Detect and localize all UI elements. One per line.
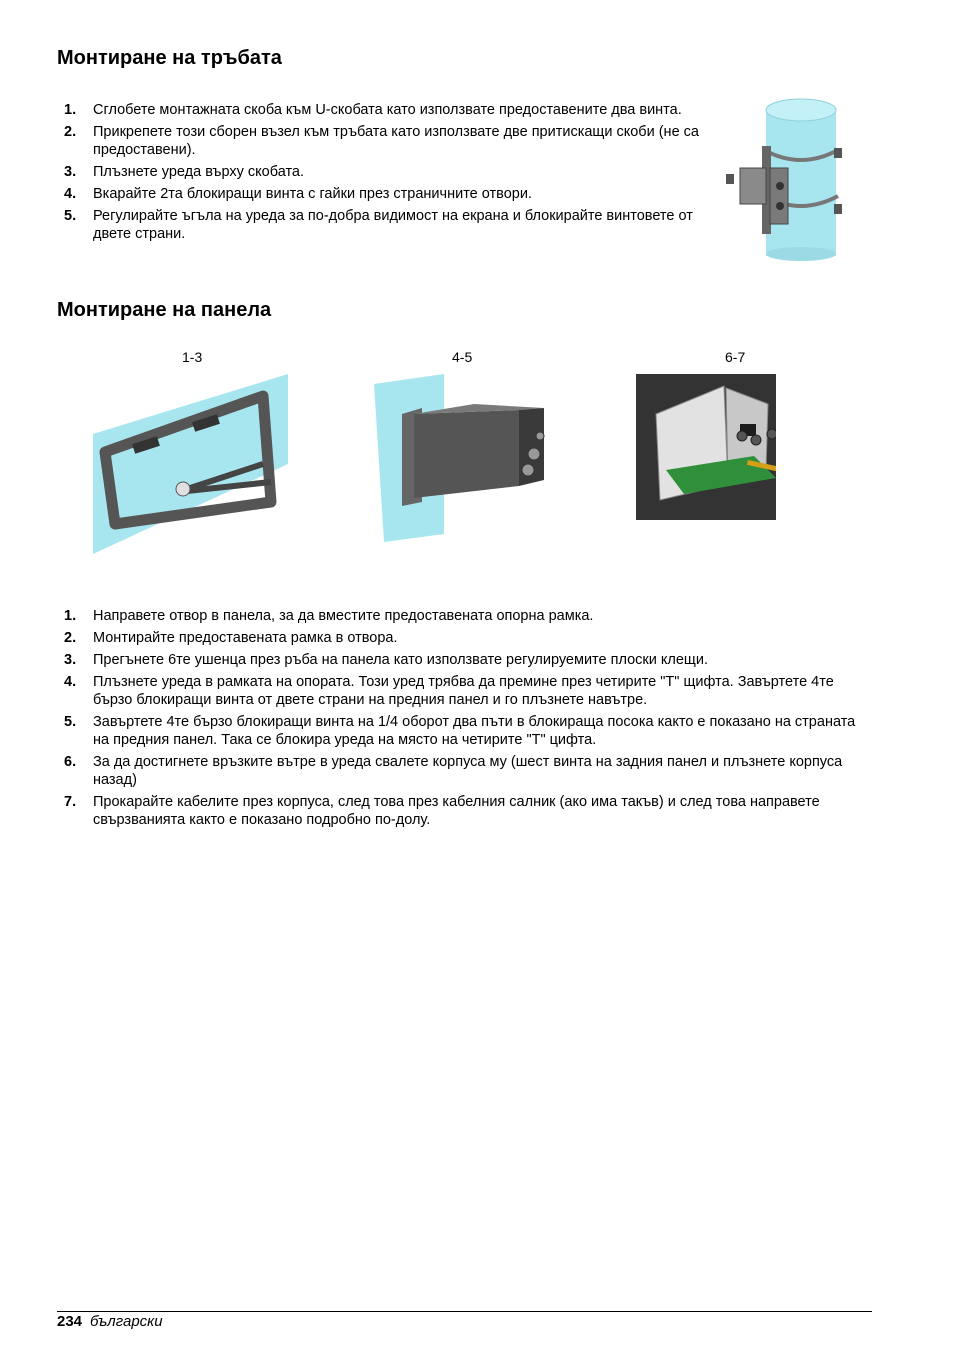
list-item [57,629,872,647]
pipe-mount-illustration [718,98,853,263]
step-text: Плъзнете уреда върху скобата. [93,164,305,180]
list-item [57,123,707,159]
step-number: 5. [64,714,77,730]
step-text: Прокарайте кабелите през корпуса, след това през кабелния салник (ако има такъв) и след това направете свързванията както е показано подробно по-долу. [93,794,820,828]
step-number: 4. [64,674,77,690]
step-text: Регулирайте ъгъла на уреда за по-добра видимост на екрана и блокирайте винтовете от двете страни. [93,208,693,242]
page-footer [57,1313,163,1330]
step-text: За да достигнете връзките вътре в уреда свалете корпуса му (шест винта на задния панел и плъзнете корпуса назад) [93,754,843,788]
pipe-mounting-steps [57,101,707,247]
step-number: 5. [64,208,77,224]
step-text: Монтирайте предоставената рамка в отвора. [93,630,398,646]
step-text: Плъзнете уреда в рамката на опората. Този уред трябва да премине през четирите "T" щифта. Завъртете 4те бързо блокиращи винта от двете страни на предния панел и го плъзнете навътре. [93,674,834,708]
step-number: 6. [64,754,77,770]
step-number: 1. [64,608,77,624]
list-item [57,673,872,709]
step-number: 3. [64,652,77,668]
list-item [57,753,872,789]
list-item [57,607,872,625]
instrument-insert-illustration [374,374,554,544]
section-title-pipe-mounting: Монтиране на тръбата [57,47,282,69]
panel-mounting-steps [57,607,872,833]
list-item [57,713,872,749]
step-text: Вкарайте 2та блокиращи винта с гайки през страничните отвори. [93,186,532,202]
figure-caption: 1-3 [182,349,203,365]
footer-divider [57,1311,872,1312]
step-number: 1. [64,102,77,118]
step-text: Прикрепете този сборен възел към тръбата като използвате две притискащи скоби (не са предоставени). [93,124,699,158]
step-text: Завъртете 4те бързо блокиращи винта на 1/4 оборот два пъти в блокираща посока както е показано на страната на предния панел. Така се блокира уреда на място на четирите "T" цифта. [93,714,856,748]
step-number: 7. [64,794,77,810]
step-text: Прегънете 6те ушенца през ръба на панела като използвате регулируемите плоски клещи. [93,652,708,668]
list-item [57,185,707,203]
list-item [57,207,707,243]
section-title-panel-mounting: Монтиране на панела [57,299,272,321]
list-item [57,163,707,181]
panel-frame-illustration [93,374,288,554]
list-item [57,793,872,829]
step-number: 2. [64,124,77,140]
step-number: 4. [64,186,77,202]
footer-language: български [90,1313,163,1330]
step-text: Сглобете монтажната скоба към U-скобата като използвате предоставените два винта. [93,102,682,118]
step-number: 3. [64,164,77,180]
step-text: Направете отвор в панела, за да вместите предоставената опорна рамка. [93,608,594,624]
open-instrument-illustration [636,374,776,520]
figure-caption: 6-7 [725,349,746,365]
step-number: 2. [64,630,77,646]
page-number: 234 [57,1313,83,1330]
list-item [57,101,707,119]
figure-caption: 4-5 [452,349,473,365]
list-item [57,651,872,669]
